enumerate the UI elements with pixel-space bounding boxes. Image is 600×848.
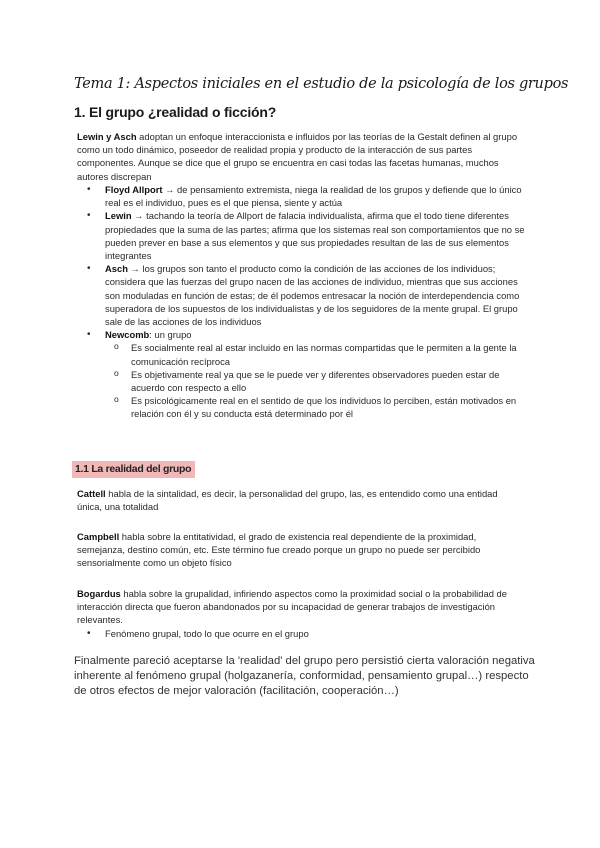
list-item-text: → tachando la teoría de Allport de falacia individualista, afirma que el todo tiene diferentes propiedades que la suma de las partes; afirma que los sistemas real son comportamientos que no se pueden prever en base a sus elementos y que sus propiedades resultan de las de sus elementos integrantes bbox=[105, 210, 525, 262]
bogardus-author: Bogardus bbox=[77, 588, 121, 599]
intro-authors: Lewin y Asch bbox=[77, 131, 137, 142]
list-item-author: Newcomb bbox=[105, 329, 150, 341]
list-item-author: Floyd Allport bbox=[105, 184, 163, 195]
authors-list bbox=[77, 183, 525, 421]
campbell-paragraph bbox=[77, 530, 525, 570]
list-item-text: → de pensamiento extremista, niega la realidad de los grupos y defiende que lo único real es el individuo, pues es el que piensa, siente y actúa bbox=[105, 184, 522, 209]
list-item-text: : un grupo bbox=[149, 329, 192, 341]
sub-list-item: o Es socialmente real al estar incluido en las normas compartidas que le permiten a la gente la comunicación recíproca bbox=[105, 341, 525, 367]
list-item-lewin bbox=[77, 209, 525, 262]
cattell-text: habla de la sintalidad, es decir, la personalidad del grupo, las, es entendido como una entidad única, una totalidad bbox=[77, 488, 498, 513]
list-item-newcomb bbox=[77, 328, 525, 420]
campbell-text: habla sobre la entitatividad, el grado de existencia real dependiente de la proximidad, semejanza, destino común, etc. Este término fue creado porque un grupo no puede ser percibido sensorialmente como un objeto físico bbox=[77, 531, 481, 569]
cattell-paragraph bbox=[77, 487, 525, 513]
newcomb-sublist bbox=[105, 341, 525, 420]
sub-list-item: o Es objetivamente real ya que se le puede ver y diferentes observadores pueden estar de acuerdo con respecto a ello bbox=[105, 368, 525, 394]
bogardus-text: habla sobre la grupalidad, infiriendo aspectos como la proximidad social o la probabilidad de interacción directa que fueron abandonados por su incapacidad de generar trabajos de investigación relevantes. bbox=[77, 588, 507, 626]
section-heading-1-1: 1.1 La realidad del grupo bbox=[72, 461, 195, 478]
section-heading-1: 1. El grupo ¿realidad o ficción? bbox=[74, 104, 277, 120]
list-item-author: Asch bbox=[105, 263, 128, 275]
final-paragraph: Finalmente pareció aceptarse la 'realidad' del grupo pero persistió cierta valoración negativa inherente al fenómeno grupal (holgazanería, conformidad, pensamiento grupal…) respecto de otros efectos de mejor valoración (facilitación, cooperación…) bbox=[74, 655, 535, 697]
list-item-allport bbox=[77, 183, 525, 209]
document-title: Tema 1: Aspectos iniciales en el estudio de la psicología de los grupos bbox=[74, 76, 569, 92]
bogardus-list bbox=[77, 627, 525, 640]
list-item-asch bbox=[77, 262, 525, 328]
list-item-text: → los grupos son tanto el producto como la condición de las acciones de los individuos; considera que las fuerzas del grupo nacen de las acciones de individuo, mientras que sus acciones son moduladas en función de estas; de él podemos entresacar la noción de interdependencia como superadora de los supuestos de los individualistas y de los seguidores de la mente grupal. El grupo sale de las acciones de los individuos bbox=[105, 263, 520, 328]
list-item-author: Lewin bbox=[105, 210, 132, 222]
campbell-author: Campbell bbox=[77, 531, 120, 542]
sub-list-item: o Es psicológicamente real en el sentido de que los individuos lo perciben, están motivados en relación con él y su conducta está determinado por él bbox=[105, 394, 525, 420]
intro-paragraph bbox=[77, 130, 525, 183]
list-item-fenomeno: • Fenómeno grupal, todo lo que ocurre en el grupo bbox=[77, 627, 525, 640]
cattell-author: Cattell bbox=[77, 488, 106, 499]
intro-text: adoptan un enfoque interaccionista e influidos por las teorías de la Gestalt definen al grupo como un todo dinámico, poseedor de realidad propia y producto de la interacción de sus partes componentes. Aunque se dice que el grupo se encuentra en casi todas las facetas humanas, muchos autores discrepan bbox=[77, 131, 518, 182]
bogardus-paragraph bbox=[77, 587, 525, 627]
